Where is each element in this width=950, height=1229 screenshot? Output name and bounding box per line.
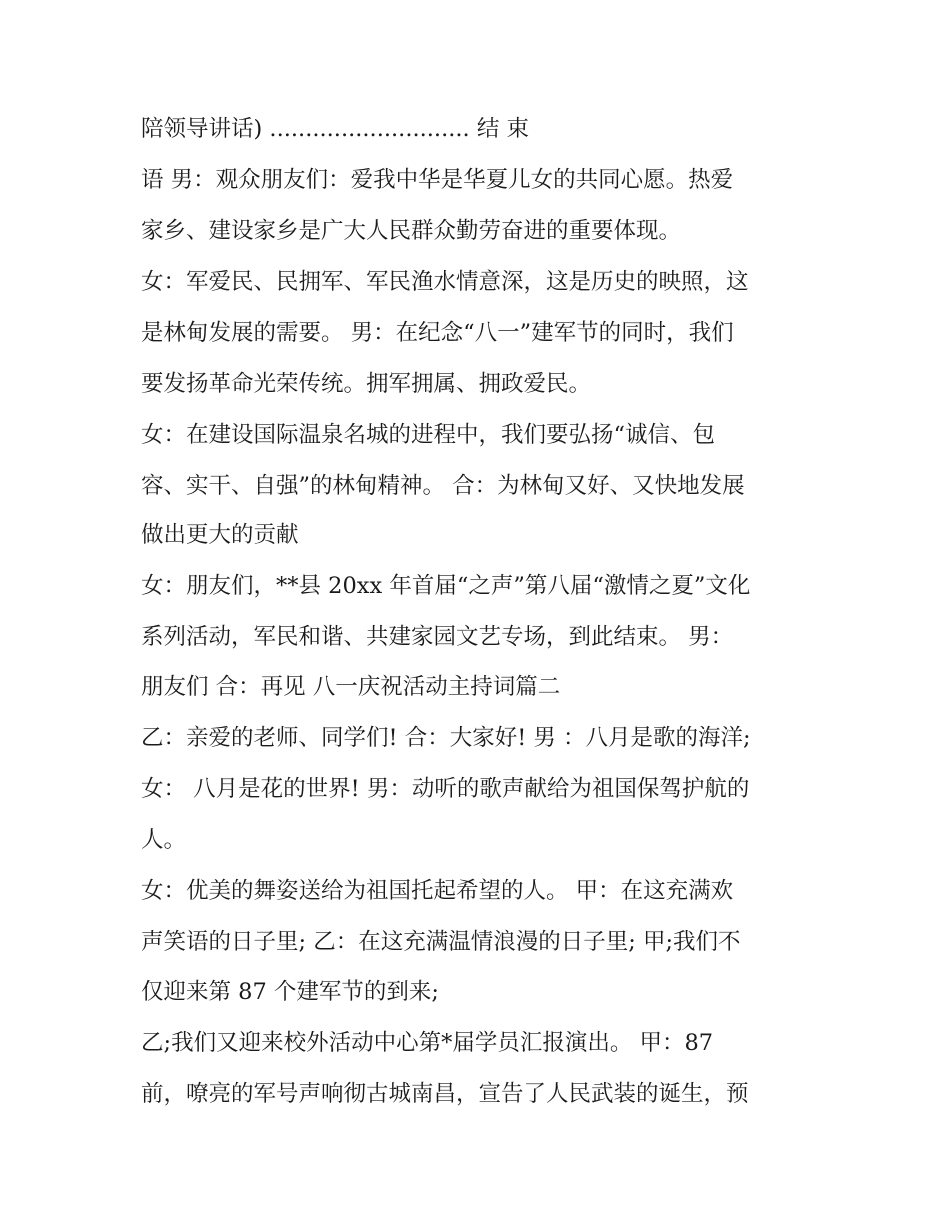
text-line-18: 仅迎来第 87 个建军节的到来; [141,979,440,1005]
text-line-16: 女：优美的舞姿送给为祖国托起希望的人。 甲：在这充满欢 [141,878,734,904]
text-line-15: 人。 [141,827,187,853]
text-line-20: 前，嘹亮的军号声响彻古城南昌，宣告了人民武装的诞生，预 [141,1081,749,1107]
text-line-19: 乙;我们又迎来校外活动中心第*届学员汇报演出。 甲：87 [141,1030,714,1056]
text-line-3: 家乡、建设家乡是广大人民群众勤劳奋进的重要体现。 [141,218,682,244]
text-line-17: 声笑语的日子里; 乙：在这充满温情浪漫的日子里; 甲;我们不 [141,929,741,955]
text-line-14: 女： 八月是花的世界! 男：动听的歌声献给为祖国保驾护航的 [141,776,750,802]
text-line-5: 是林甸发展的需要。 男：在纪念“八一”建军节的同时，我们 [141,320,734,346]
text-line-2: 语 男：观众朋友们：爱我中华是华夏儿女的共同心愿。热爱 [141,167,734,193]
text-line-10: 女：朋友们，**县 20xx 年首届“之声”第八届“激情之夏”文化 [141,573,751,599]
text-line-1: 陪领导讲话) ............................ 结 束 [141,116,529,142]
text-line-7: 女：在建设国际温泉名城的进程中，我们要弘扬“诚信、包 [141,422,716,448]
text-line-4: 女：军爱民、民拥军、军民渔水情意深，这是历史的映照，这 [141,269,749,295]
text-line-6: 要发扬革命光荣传统。拥军拥属、拥政爱民。 [141,371,592,397]
text-line-9: 做出更大的贡献 [141,522,299,548]
text-line-8: 容、实干、自强”的林甸精神。 合：为林甸又好、又快地发展 [141,473,745,499]
text-line-11: 系列活动，军民和谐、共建家园文艺专场，到此结束。 男： [141,624,734,650]
text-line-13: 乙：亲爱的老师、同学们! 合：大家好! 男 ：八月是歌的海洋; [141,725,751,751]
text-line-12: 朋友们 合：再见 八一庆祝活动主持词篇二 [141,674,561,700]
